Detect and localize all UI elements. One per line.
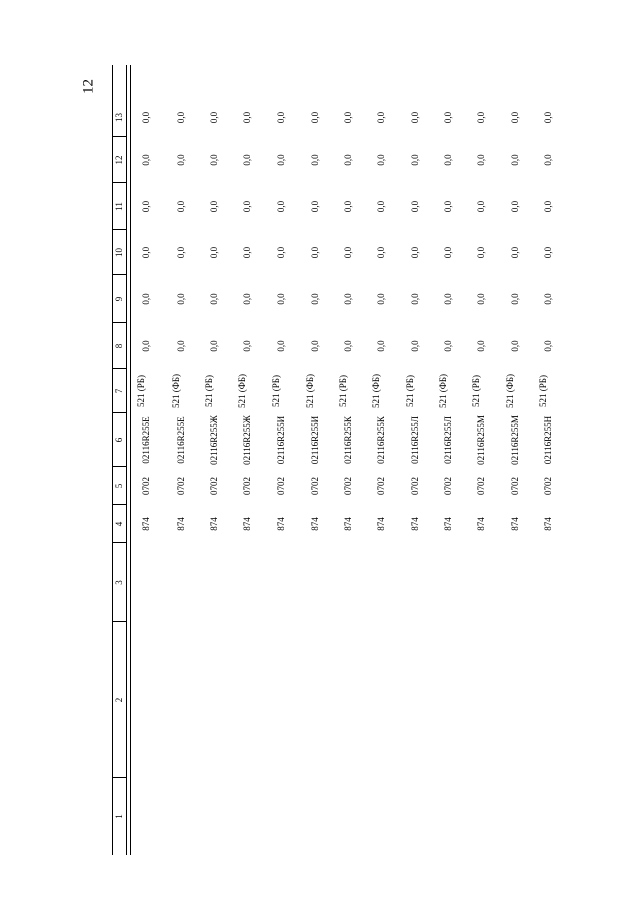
table-cell-col-9: 0,0 (543, 293, 553, 305)
table-cell-col-12: 0,0 (510, 154, 520, 166)
table-cell-col-8: 0,0 (410, 340, 420, 352)
table-cell-col-9: 0,0 (141, 293, 151, 305)
table-cell-col-9: 0,0 (376, 293, 386, 305)
table-cell-col-10: 0,0 (310, 246, 320, 259)
table-cell-col-8: 0,0 (543, 340, 553, 352)
table-cell-col-6: 02116R255Л (443, 416, 453, 464)
table-cell-col-5: 0702 (476, 477, 486, 495)
table-cell-col-11: 0,0 (209, 200, 219, 213)
header-double-rule (130, 65, 131, 855)
table-cell-col-7: 521 (ФБ) (305, 373, 315, 409)
column-header-4: 4 (114, 521, 124, 527)
table-cell-col-13: 0,0 (209, 111, 219, 124)
table-cell-col-8: 0,0 (176, 340, 186, 352)
table-cell-col-7: 521 (ФБ) (371, 373, 381, 409)
table-cell-col-7: 521 (ФБ) (171, 373, 181, 409)
table-cell-col-9: 0,0 (176, 293, 186, 305)
table-cell-col-7: 521 (РБ) (136, 375, 146, 407)
table-cell-col-5: 0702 (376, 477, 386, 495)
table-cell-col-12: 0,0 (343, 154, 353, 166)
table-cell-col-4: 874 (443, 517, 453, 531)
table-cell-col-10: 0,0 (209, 246, 219, 259)
table-cell-col-6: 02116R255Н (543, 415, 553, 465)
table-cell-col-4: 874 (141, 517, 151, 531)
table-cell-col-5: 0702 (141, 477, 151, 495)
table-cell-col-4: 874 (476, 517, 486, 531)
column-header-3: 3 (114, 580, 124, 585)
table-cell-col-6: 02116R255К (343, 416, 353, 464)
table-cell-col-9: 0,0 (310, 293, 320, 305)
table-cell-col-7: 521 (ФБ) (505, 373, 515, 409)
table-cell-col-13: 0,0 (242, 111, 252, 124)
table-cell-col-10: 0,0 (510, 246, 520, 259)
table-cell-col-4: 874 (310, 517, 320, 531)
table-cell-col-12: 0,0 (476, 154, 486, 166)
table-cell-col-13: 0,0 (376, 111, 386, 124)
table-cell-col-6: 02116R255И (310, 415, 320, 465)
table-cell-col-12: 0,0 (176, 154, 186, 166)
table-cell-col-10: 0,0 (242, 246, 252, 259)
table-cell-col-7: 521 (РБ) (405, 375, 415, 407)
table-cell-col-4: 874 (176, 517, 186, 531)
table-cell-col-5: 0702 (242, 477, 252, 495)
table-cell-col-9: 0,0 (410, 293, 420, 305)
table-cell-col-8: 0,0 (443, 340, 453, 352)
table-cell-col-7: 521 (РБ) (271, 375, 281, 407)
table-cell-col-13: 0,0 (176, 111, 186, 124)
column-header-2: 2 (114, 697, 124, 703)
table-cell-col-11: 0,0 (141, 200, 151, 213)
table-cell-col-4: 874 (510, 517, 520, 531)
table-cell-col-6: 02116R255Ж (209, 415, 219, 465)
column-header-5: 5 (114, 483, 124, 489)
table-cell-col-11: 0,0 (543, 200, 553, 213)
table-cell-col-6: 02116R255Ж (242, 415, 252, 465)
table-cell-col-10: 0,0 (476, 246, 486, 259)
table-cell-col-11: 0,0 (410, 200, 420, 213)
table-cell-col-7: 521 (ФБ) (237, 373, 247, 409)
table-cell-col-10: 0,0 (543, 246, 553, 259)
table-cell-col-13: 0,0 (443, 111, 453, 124)
table-cell-col-13: 0,0 (410, 111, 420, 124)
table-cell-col-9: 0,0 (242, 293, 252, 305)
column-header-9: 9 (114, 296, 124, 302)
table-cell-col-9: 0,0 (510, 293, 520, 305)
table-cell-col-12: 0,0 (310, 154, 320, 166)
column-header-11: 11 (114, 202, 124, 211)
table-cell-col-9: 0,0 (209, 293, 219, 305)
table-cell-col-11: 0,0 (310, 200, 320, 213)
table-cell-col-6: 02116R255Л (410, 416, 420, 464)
table-cell-col-12: 0,0 (209, 154, 219, 166)
table-cell-col-7: 521 (ФБ) (438, 373, 448, 409)
column-header-8: 8 (114, 343, 124, 349)
table-cell-col-11: 0,0 (343, 200, 353, 213)
table-cell-col-12: 0,0 (141, 154, 151, 166)
page-number: 12 (80, 79, 97, 94)
table-cell-col-10: 0,0 (176, 246, 186, 259)
table-cell-col-10: 0,0 (276, 246, 286, 259)
table-cell-col-10: 0,0 (410, 246, 420, 259)
table-cell-col-5: 0702 (343, 477, 353, 495)
table-cell-col-7: 521 (РБ) (471, 375, 481, 407)
column-header-10: 10 (114, 248, 124, 257)
table-cell-col-13: 0,0 (141, 111, 151, 124)
table-cell-col-5: 0702 (176, 477, 186, 495)
table-cell-col-11: 0,0 (276, 200, 286, 213)
table-cell-col-6: 02116R255М (510, 415, 520, 465)
table-cell-col-8: 0,0 (476, 340, 486, 352)
table-cell-col-9: 0,0 (343, 293, 353, 305)
table-cell-col-5: 0702 (276, 477, 286, 495)
table (112, 65, 552, 855)
table-cell-col-13: 0,0 (476, 111, 486, 124)
column-header-7: 7 (114, 388, 124, 394)
table-cell-col-4: 874 (376, 517, 386, 531)
table-cell-col-11: 0,0 (376, 200, 386, 213)
table-cell-col-12: 0,0 (276, 154, 286, 166)
table-cell-col-13: 0,0 (276, 111, 286, 124)
table-cell-col-8: 0,0 (510, 340, 520, 352)
table-cell-col-13: 0,0 (510, 111, 520, 124)
table-cell-col-5: 0702 (410, 477, 420, 495)
table-cell-col-10: 0,0 (443, 246, 453, 259)
table-cell-col-4: 874 (209, 517, 219, 531)
table-cell-col-4: 874 (410, 517, 420, 531)
table-cell-col-4: 874 (242, 517, 252, 531)
table-cell-col-9: 0,0 (443, 293, 453, 305)
table-cell-col-9: 0,0 (476, 293, 486, 305)
table-cell-col-12: 0,0 (410, 154, 420, 166)
table-cell-col-4: 874 (543, 517, 553, 531)
column-header-1: 1 (114, 814, 124, 819)
table-cell-col-8: 0,0 (242, 340, 252, 352)
table-cell-col-5: 0702 (310, 477, 320, 495)
table-cell-col-6: 02116R255И (276, 415, 286, 465)
table-cell-col-12: 0,0 (242, 154, 252, 166)
table-cell-col-6: 02116R255К (376, 416, 386, 464)
table-cell-col-6: 02116R255М (476, 415, 486, 465)
table-cell-col-5: 0702 (510, 477, 520, 495)
table-cell-col-10: 0,0 (376, 246, 386, 259)
table-cell-col-8: 0,0 (276, 340, 286, 352)
table-cell-col-5: 0702 (209, 477, 219, 495)
table-cell-col-12: 0,0 (543, 154, 553, 166)
table-cell-col-11: 0,0 (443, 200, 453, 213)
table-cell-col-6: 02116R255Е (176, 416, 186, 464)
table-cell-col-4: 874 (343, 517, 353, 531)
table-cell-col-12: 0,0 (443, 154, 453, 166)
table-cell-col-13: 0,0 (310, 111, 320, 124)
table-cell-col-10: 0,0 (141, 246, 151, 259)
table-cell-col-9: 0,0 (276, 293, 286, 305)
table-cell-col-4: 874 (276, 517, 286, 531)
table-cell-col-7: 521 (РБ) (204, 375, 214, 407)
column-header-13: 13 (114, 113, 124, 122)
table-cell-col-13: 0,0 (343, 111, 353, 124)
table-cell-col-7: 521 (РБ) (538, 375, 548, 407)
table-cell-col-11: 0,0 (476, 200, 486, 213)
table-cell-col-5: 0702 (543, 477, 553, 495)
table-cell-col-12: 0,0 (376, 154, 386, 166)
table-cell-col-10: 0,0 (343, 246, 353, 259)
column-header-12: 12 (114, 155, 124, 165)
table-cell-col-8: 0,0 (376, 340, 386, 352)
table-cell-col-8: 0,0 (310, 340, 320, 352)
table-cell-col-8: 0,0 (141, 340, 151, 352)
table-cell-col-7: 521 (РБ) (338, 375, 348, 407)
table-cell-col-11: 0,0 (242, 200, 252, 213)
table-cell-col-6: 02116R255Е (141, 416, 151, 464)
column-header-6: 6 (114, 437, 124, 443)
table-cell-col-11: 0,0 (176, 200, 186, 213)
table-cell-col-13: 0,0 (543, 111, 553, 124)
table-cell-col-8: 0,0 (209, 340, 219, 352)
header-rule (126, 65, 127, 855)
table-cell-col-11: 0,0 (510, 200, 520, 213)
table-cell-col-8: 0,0 (343, 340, 353, 352)
table-cell-col-5: 0702 (443, 477, 453, 495)
